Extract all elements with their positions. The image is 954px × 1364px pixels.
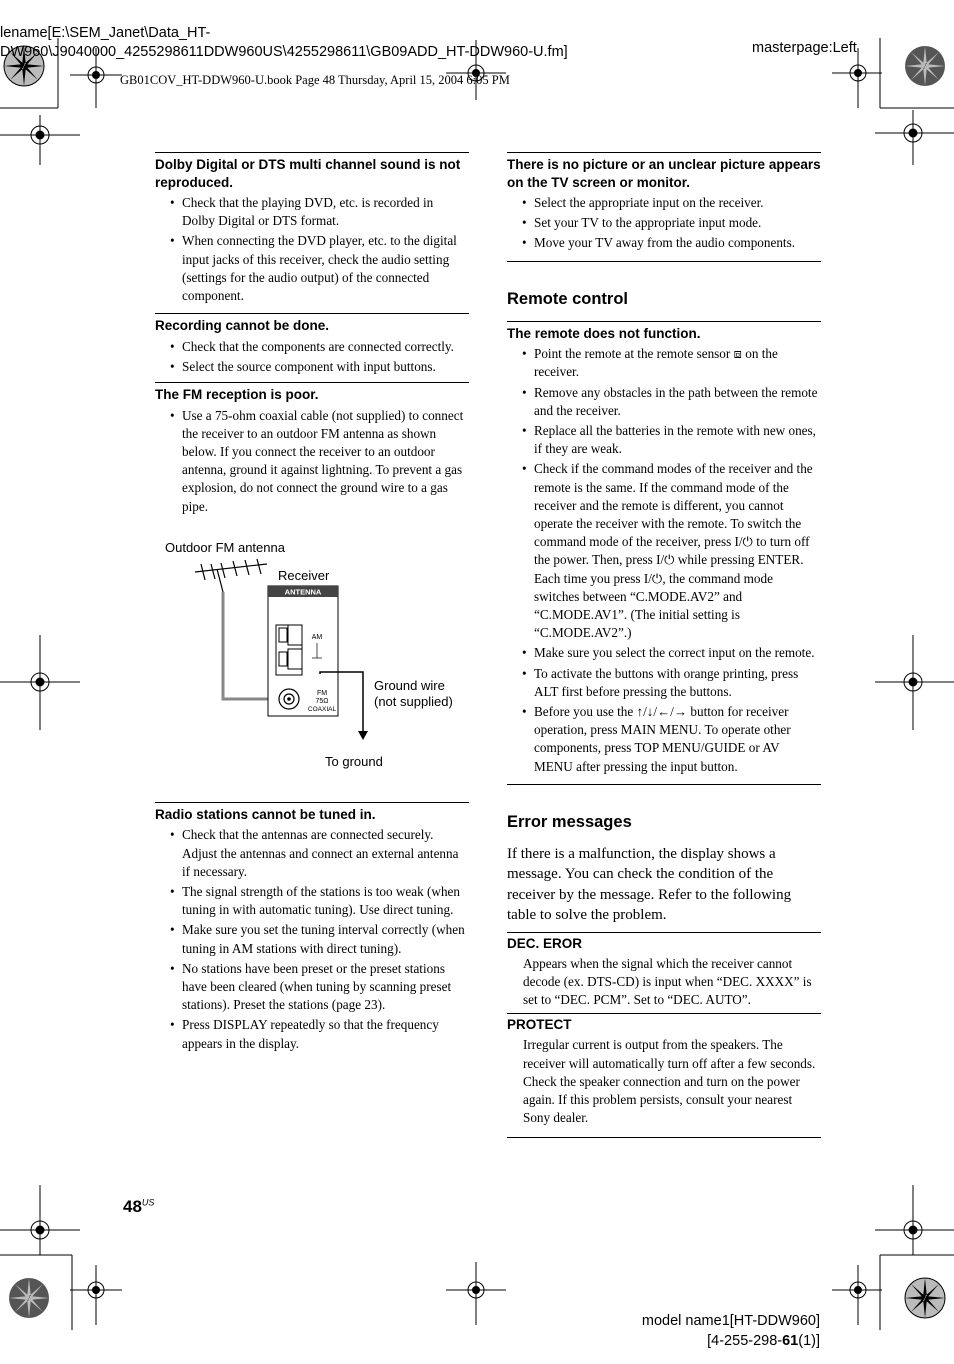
error-description: Appears when the signal which the receiver cannot decode (ex. DTS-CD) is input when “DEC. XXXX” is set to “DEC. PCM”. Set to “DEC. AUTO”. [523,955,812,1008]
question-fm: The FM reception is poor. [155,387,319,403]
list-item: • Remove any obstacles in the path between the remote and the receiver. [507,384,821,420]
list-item: • Use a 75-ohm coaxial cable (not supplied) to connect the receiver to an outdoor FM antenna as shown below. If you connect the receiver to an outdoor antenna, ground it against lightning. To prevent a gas explosion, do not connect the ground wire to a gas pipe. [155,407,469,516]
ground-arrow-icon [358,731,368,740]
footer-part-bold: 61 [782,1333,799,1349]
footer-model-line2 [642,1331,820,1351]
list-item: • When connecting the DVD player, etc. to the digital input jacks of this receiver, check the audio setting (settings for the audio output) of the connected component. [155,232,469,305]
antenna-wiring-svg [155,524,469,794]
section-picture [507,152,821,262]
header-filename [0,24,640,62]
list-item: • Check that the components are connected correctly. [155,338,469,356]
list-item: • Replace all the batteries in the remote with new ones, if they are weak. [507,422,821,458]
label-to-ground: To ground [325,753,383,769]
footer-part-suffix: (1)] [798,1333,820,1349]
question-picture: There is no picture or an unclear picture appears on the TV screen or monitor. [507,157,821,190]
bullet-list [155,194,469,305]
label-outdoor-antenna: Outdoor FM antenna [165,539,285,555]
question-recording: Recording cannot be done. [155,318,330,334]
list-item: • Make sure you set the tuning interval correctly (when tuning in AM stations with direct tuning). [155,921,469,957]
list-item: • Select the appropriate input on the receiver. [507,194,821,212]
antenna-panel-label: ANTENNA [284,587,322,597]
label-ground-wire-line2: (not supplied) [374,693,453,709]
heading-error-messages: Error messages [507,812,632,831]
section-recording [155,313,469,376]
section-dolby [155,152,469,305]
list-item: • Select the source component with input buttons. [155,358,469,376]
question-dolby: Dolby Digital or DTS multi channel sound is not reproduced. [155,157,461,190]
am-label: AM [311,633,323,641]
list-item: • Make sure you select the correct input on the remote. [507,644,821,662]
bullet-list [155,407,469,516]
fm-label-2: 75Ω [315,697,329,705]
footer-part-prefix: [4-255-298- [707,1333,783,1349]
antenna-diagram [155,524,469,794]
error-description: Irregular current is output from the speakers. The receiver will automatically turn off after a few seconds. Check the speaker connection and turn on the power again. If this problem persists, consult your nearest Sony dealer. [523,1037,816,1126]
section-fm [155,382,469,516]
page-number [123,1197,154,1217]
list-item: • Point the remote at the remote sensor ⧈ on the receiver. [507,345,821,381]
antenna-icon [195,559,267,592]
section-radio [155,802,469,1053]
list-item: • Before you use the ↑/↓/←/→ button for receiver operation, press MAIN MENU. To operate other components, press TOP MENU/GUIDE or AV MENU after pressing the input button. [507,703,821,776]
page-number-value: 48 [123,1197,142,1216]
bullet-list [507,345,821,776]
list-item: • The signal strength of the stations is too weak (when tuning in with automatic tuning). Use direct tuning. [155,883,469,919]
error-intro: If there is a malfunction, the display shows a message. You can check the condition of the receiver by the message. Refer to the following table to solve the problem. [507,845,792,924]
list-item: • Move your TV away from the audio components. [507,234,821,252]
error-code: PROTECT [507,1017,572,1033]
question-radio: Radio stations cannot be tuned in. [155,806,376,822]
list-item: • Check that the playing DVD, etc. is recorded in Dolby Digital or DTS format. [155,194,469,230]
list-item: • Check that the antennas are connected securely. Adjust the antennas and connect an external antenna if necessary. [155,826,469,881]
left-column [155,152,469,1057]
section-remote [507,321,821,785]
list-item: • To activate the buttons with orange printing, press ALT first before pressing the buttons. [507,665,821,701]
bullet-list [155,338,469,376]
header-filename-line2: DW960\J9040000_4255298611DDW960US\4255298611\GB09ADD_HT-DDW960-U.fm] [0,44,568,60]
list-item: • Set your TV to the appropriate input mode. [507,214,821,232]
page-number-suffix: US [141,1197,155,1208]
label-ground-wire-line1: Ground wire [374,677,445,693]
header-filename-line1: lename[E:\SEM_Janet\Data_HT- [0,25,211,41]
label-receiver: Receiver [278,567,330,583]
footer-model [642,1311,820,1351]
fm-label-3: COAXIAL [307,705,337,713]
bullet-list [507,194,821,253]
error-entry-protect [507,1013,821,1138]
bullet-list [155,826,469,1052]
error-entry-dec-eror [507,932,821,1010]
heading-remote-control: Remote control [507,289,629,308]
list-item: • No stations have been preset or the preset stations have been cleared (when tuning by scanning preset stations). Preset the stations (page 23). [155,960,469,1015]
footer-model-line1: model name1[HT-DDW960] [641,1313,820,1329]
list-item: • Press DISPLAY repeatedly so that the frequency appears in the display. [155,1016,469,1052]
right-column [507,152,821,1142]
header-masterpage: masterpage:Left [752,40,857,56]
list-item: • Check if the command modes of the receiver and the remote is the same. If the command mode of the receiver and the remote is different, you cannot operate the receiver with the remote. To switch the command mode of the receiver, press I/⏻ to turn off the power. Then, press I/⏻ while pressing ENTER. Each time you press I/⏻, the command mode switches between “C.MODE.AV2” and “C.MODE.AV1”. (The initial setting is “C.MODE.AV2”.) [507,460,821,642]
question-remote: The remote does not function. [507,325,701,341]
fm-label-1: FM [316,689,328,697]
header-book-info: GB01COV_HT-DDW960-U.book Page 48 Thursday, April 15, 2004 6:05 PM [120,73,510,87]
error-code: DEC. EROR [507,935,583,951]
